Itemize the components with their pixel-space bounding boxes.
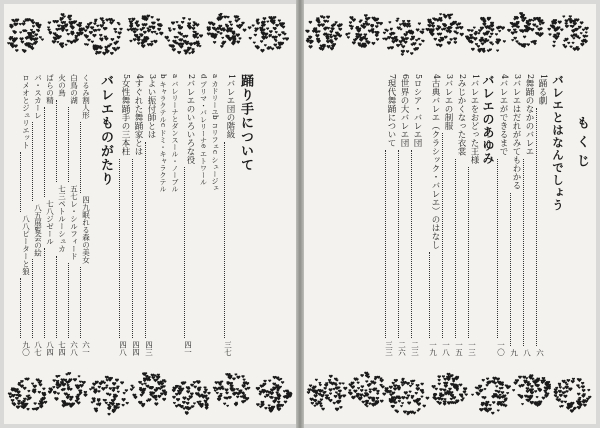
story-row: くるみ割人形 四九 眠れる森の美女 六一: [81, 74, 91, 356]
section-heading-ballet-history: バレエのあゆみ: [481, 74, 495, 165]
decorative-border-bottom-right: [304, 364, 596, 420]
story-row: 白鳥の湖 五七 レ・シルフィード 六八: [69, 74, 79, 356]
toc-subentries: b キャラクテル c ドミ・キャラクテル: [159, 74, 167, 192]
toc-entry: 1 踊る劇 六: [535, 74, 548, 356]
toc-entry: 6 世界の大バレエ団 二六: [397, 74, 410, 356]
toc-entry: 3 バレエはだれがみてもわかる 九: [509, 74, 522, 356]
right-page: [304, 4, 596, 424]
decorative-border-top-left: [4, 8, 296, 64]
decorative-border-top-right: [304, 8, 596, 64]
story-row: ロメオとジュリエット 八八 ピーターと狼 九〇: [21, 74, 31, 356]
toc-subentries: a バレリーナとダンスール・ノーブル: [171, 74, 179, 193]
story-row: 火の鳥 七三 ペトルーシュカ 七四: [57, 74, 67, 356]
toc-entry: 5 女性舞踊手の三本柱 四八: [118, 74, 131, 356]
toc-entry: 5 ロシア・バレエ団 二三: [410, 74, 423, 356]
decorative-border-bottom-left: [4, 364, 296, 420]
toc-entry: 1 バレエ団の階級 三七: [223, 74, 236, 356]
section-heading-ballet-stories: バレエものがたり: [98, 74, 113, 186]
toc-entry: 4 古典バレエ（クラシック・バレエ）のはなし 一九: [428, 74, 441, 356]
story-row: パ・スカーレ 八五 展覧会の絵 八七: [33, 74, 43, 356]
toc-title: もくじ: [574, 116, 589, 173]
toc-entry: 2 みじかくなった衣裳 一五: [454, 74, 467, 356]
section-heading-dancers: 踊り手について: [238, 74, 253, 172]
toc-entry: 4 すぐれた舞踊家とは 四四: [131, 74, 144, 356]
toc-entry: 3 よい振付師とは 四三: [144, 74, 157, 356]
toc-subentries: d プリマ・バレリーナ e エトワール: [199, 74, 208, 186]
toc-entry: 1 バレエをおどった王様 一三: [467, 74, 480, 356]
toc-entry: 4 バレエができるまで 一〇: [496, 74, 509, 356]
book-gutter: [296, 0, 304, 428]
toc-entry: 3 バレエの制服 一八: [441, 74, 454, 356]
toc-entry: 2 バレエのいろいろな役 四一: [183, 74, 196, 356]
toc-entry: 7 現代舞踊について 三三: [384, 74, 397, 356]
toc-subentries: a カドリーユ b コリフェ c シュージェ: [211, 74, 219, 192]
section-heading-what-is-ballet: バレエとはなんでしょう: [551, 74, 565, 212]
story-row: ばらの精 七八 ジゼール 八四: [45, 74, 55, 356]
left-page: [4, 4, 296, 424]
toc-entry: 2 舞踊のなかのバレエ 八: [522, 74, 535, 356]
